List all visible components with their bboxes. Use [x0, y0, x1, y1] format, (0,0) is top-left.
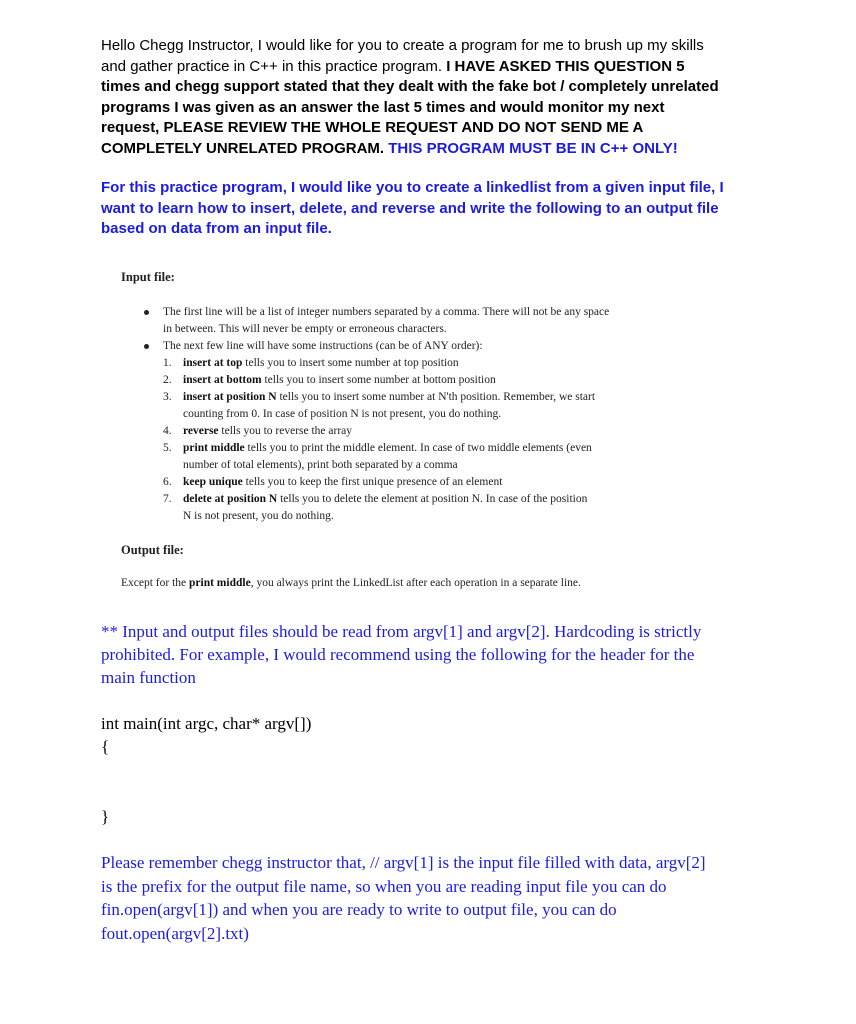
instruction-item: 4. reverse tells you to reverse the array	[163, 425, 353, 437]
intro-line-2: and gather practice in C++ in this practice program. I HAVE ASKED THIS QUESTION 5	[101, 57, 685, 75]
intro-line-4: programs I was given as an answer the last 5 times and would monitor my next	[101, 98, 665, 116]
intro-line-6: COMPLETELY UNRELATED PROGRAM. THIS PROGRAM MUST BE IN C++ ONLY!	[101, 139, 678, 157]
argv-note: ** Input and output files should be read from argv[1] and argv[2]. Hardcoding is strictly prohibited. For example, I would recommend using the following for the header for the main function	[101, 622, 702, 687]
instruction-item: 1. insert at top tells you to insert some number at top position	[163, 357, 459, 369]
instruction-item: 6. keep unique tells you to keep the first unique presence of an element	[163, 476, 503, 488]
intro-line-1: Hello Chegg Instructor, I would like for you to create a program for me to brush up my skills	[101, 37, 704, 54]
practice-line-2: want to learn how to insert, delete, and reverse and write the following to an output file	[101, 199, 719, 217]
practice-line-1: For this practice program, I would like you to create a linkedlist from a given input file, I	[101, 179, 724, 196]
practice-paragraph	[101, 178, 781, 240]
main-signature: int main(int argc, char* argv[])	[101, 714, 312, 733]
output-file-heading: Output file:	[121, 543, 184, 557]
close-brace: }	[101, 807, 110, 826]
intro-line-3: times and chegg support stated that they dealt with the fake bot / completely unrelated	[101, 78, 719, 95]
output-file-description: Except for the print middle, you always print the LinkedList after each operation in a separate line.	[121, 577, 581, 589]
input-spec-list	[141, 304, 701, 525]
instruction-item: 3. insert at position N tells you to insert some number at N'th position. Remember, we start counting from 0. In case of position N is not present, you do nothing.	[163, 391, 596, 420]
input-bullet-1: The first line will be a list of integer numbers separated by a comma. There will not be any space in between. This will never be empty or erroneous characters.	[141, 304, 701, 338]
instruction-list-wrapper	[141, 355, 701, 525]
input-file-heading: Input file:	[121, 270, 175, 284]
instruction-list	[141, 355, 701, 525]
intro-line-5: request, PLEASE REVIEW THE WHOLE REQUEST AND DO NOT SEND ME A	[101, 119, 644, 136]
input-bullet-2: The next few line will have some instructions (can be of ANY order):	[141, 338, 701, 355]
intro-paragraph	[101, 36, 781, 159]
open-brace: {	[101, 737, 110, 756]
instruction-item: 2. insert at bottom tells you to insert some number at bottom position	[163, 374, 496, 386]
reminder-paragraph: Please remember chegg instructor that, // argv[1] is the input file filled with data, argv[2] is the prefix for the output file name, so when you are reading input file you can do fin.open(argv[1]) and when you are ready to write to output file, you can do fout.open(argv[2].txt)	[101, 853, 706, 943]
cpp-only-note: THIS PROGRAM MUST BE IN C++ ONLY!	[388, 139, 678, 157]
practice-line-3: based on data from an input file.	[101, 220, 332, 237]
instruction-item: 5. print middle tells you to print the middle element. In case of two middle elements (even number of total elements), print both separated by a comma	[163, 442, 592, 471]
instruction-item: 7. delete at position N tells you to delete the element at position N. In case of the position N is not present, you do nothing.	[163, 493, 588, 522]
